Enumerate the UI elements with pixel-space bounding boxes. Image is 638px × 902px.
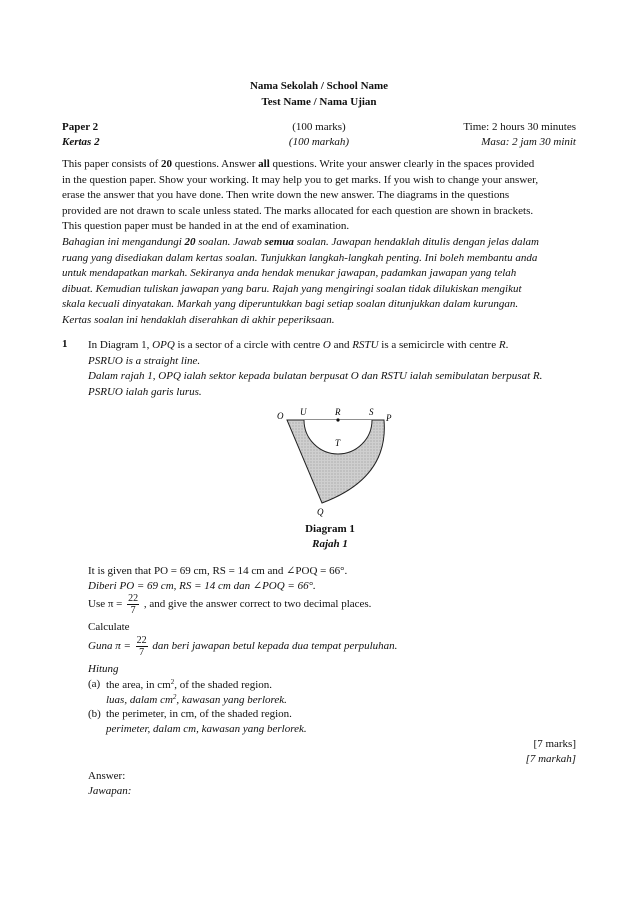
pi-numerator: 22	[136, 635, 147, 646]
pi-denominator: 7	[139, 647, 145, 658]
total-marks-ms: (100 markah)	[288, 136, 350, 148]
use-pi-ms-post: dan beri jawapan betul kepada dua tempat perpuluhan.	[152, 640, 398, 653]
paper-label-ms: Kertas 2	[62, 136, 100, 148]
instructions-ms-line: dibuat. Kemudian tuliskan jawapan yang baru. Rajah yang mengiringi soalan tidak dilukiskan mengikut	[62, 282, 522, 295]
instr-ms-seg: Bahagian ini mengandungi 20 soalan. Jawab semua soalan. Jawapan hendaklah ditulis dengan jelas dalam	[62, 236, 539, 248]
instr-seg: This paper consists of 20 questions. Answer all questions. Write your answer clearly in the spaces provided	[62, 158, 535, 170]
given-ms: Diberi PO = 69 cm, RS = 14 cm dan ∠POQ = 66°.	[88, 580, 316, 592]
superscript-2: 2	[172, 693, 177, 701]
question-number: 1	[62, 338, 68, 350]
question-stem	[88, 338, 542, 400]
calculate-en: Calculate	[88, 621, 130, 633]
part-a-en	[106, 678, 272, 691]
instructions-en-line: This question paper must be handed in at the end of examination.	[62, 220, 350, 233]
part-a-en-post: , of the shaded region.	[174, 679, 272, 691]
instructions-ms-line-1	[62, 235, 578, 251]
centre-point-r	[336, 418, 339, 421]
use-pi-ms	[88, 635, 397, 658]
part-a-ms-pre: luas, dalam cm	[106, 694, 173, 706]
school-name: Nama Sekolah / School Name	[249, 80, 389, 92]
stem-ms-1: Dalam rajah 1, OPQ ialah sektor kepada bulatan berpusat O dan RSTU ialah semibulatan berpusat R.	[88, 370, 543, 383]
instructions-en-line: erase the answer that you have done. Then write down the new answer. The diagrams in the questions	[62, 189, 510, 202]
instructions-en-line: in the question paper. Show your working. It may help you to get marks. If you wish to change your answer,	[62, 173, 539, 186]
part-a-ms-post: , kawasan yang berlorek.	[176, 694, 287, 706]
use-pi-en-post: , and give the answer correct to two decimal places.	[143, 598, 372, 611]
pi-numerator: 22	[128, 593, 139, 604]
paper-label-en: Paper 2	[62, 121, 99, 133]
hitung: Hitung	[88, 663, 119, 675]
part-b-ms: perimeter, dalam cm, kawasan yang berlorek.	[106, 723, 307, 735]
superscript-2: 2	[170, 678, 175, 686]
label-o: O	[277, 411, 284, 421]
stem-ms-2: PSRUO ialah garis lurus.	[88, 385, 202, 398]
label-r: R	[335, 407, 341, 417]
diagram-1	[265, 404, 400, 519]
instructions-en	[62, 157, 578, 235]
instructions-ms-line: Kertas soalan ini hendaklah diserahkan di akhir peperiksaan.	[62, 313, 335, 326]
instructions-en-line: provided are not drawn to scale unless stated. The marks allocated for each question are shown in brackets.	[62, 204, 534, 217]
pi-fraction-ms	[136, 635, 148, 658]
part-b-label: (b)	[88, 708, 101, 720]
part-b-en: the perimeter, in cm, of the shaded region.	[106, 708, 292, 720]
part-a-label: (a)	[88, 678, 101, 690]
label-q: Q	[317, 507, 324, 517]
diagram-caption-en: Diagram 1	[305, 523, 355, 535]
use-pi-ms-pre: Guna π =	[88, 640, 131, 653]
part-a-ms	[106, 693, 287, 706]
use-pi-en-pre: Use π =	[88, 598, 123, 611]
part-a-en-pre: the area, in cm	[106, 679, 171, 691]
given-en: It is given that PO = 69 cm, RS = 14 cm and ∠POQ = 66°.	[88, 565, 348, 577]
time-ms: Masa: 2 jam 30 minit	[481, 136, 576, 148]
diagram-caption-ms: Rajah 1	[312, 538, 348, 550]
time-en: Time: 2 hours 30 minutes	[463, 121, 576, 133]
instructions-ms-line: skala kecuali dinyatakan. Markah yang diperuntukkan bagi setiap soalan ditunjukkan dalam kurungan.	[62, 298, 519, 311]
instructions-ms-line: untuk mendapatkan markah. Sekiranya anda hendak menukar jawapan, padamkan jawapan yang telah	[62, 267, 517, 280]
answer-en: Answer:	[88, 770, 126, 782]
use-pi-en	[88, 593, 371, 616]
pi-denominator: 7	[130, 605, 136, 616]
total-marks-en: (100 marks)	[292, 121, 346, 133]
pi-fraction	[127, 593, 139, 616]
label-t: T	[335, 438, 341, 448]
instructions-en-line-1	[62, 157, 578, 173]
answer-ms: Jawapan:	[88, 785, 132, 797]
stem-en-1: In Diagram 1, OPQ is a sector of a circle with centre O and RSTU is a semicircle with centre R.	[88, 339, 509, 351]
test-name: Test Name / Nama Ujian	[261, 96, 377, 108]
label-u: U	[300, 407, 307, 417]
instructions-ms	[62, 235, 578, 329]
marks-en: [7 marks]	[533, 738, 576, 750]
label-p: P	[386, 413, 392, 423]
label-s: S	[369, 407, 374, 417]
stem-en-2: PSRUO is a straight line.	[88, 354, 201, 367]
marks-ms: [7 markah]	[525, 753, 576, 765]
instructions-ms-line: ruang yang disediakan dalam kertas soalan. Tunjukkan langkah-langkah penting. Ini boleh membantu anda	[62, 251, 538, 264]
